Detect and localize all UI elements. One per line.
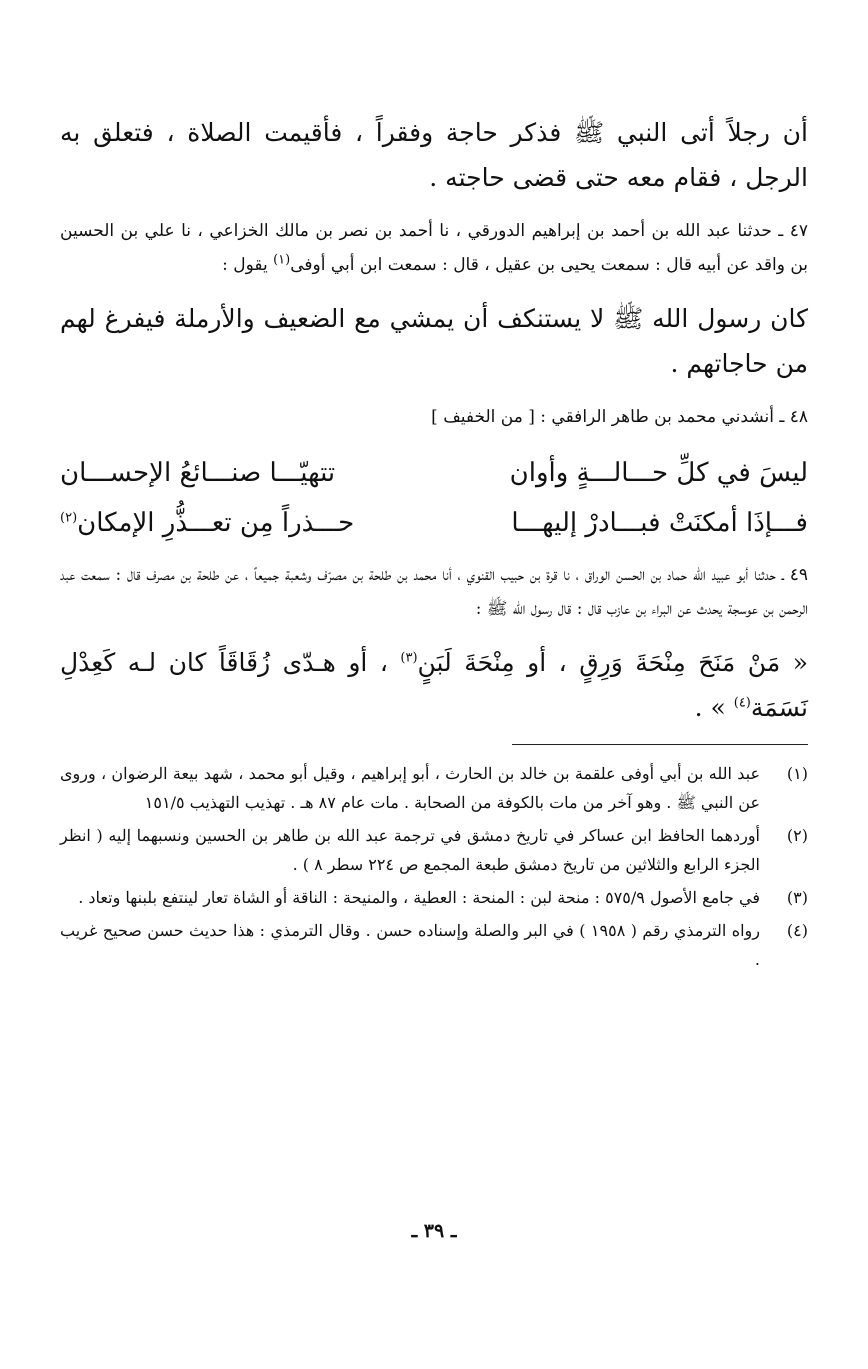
poem-line-2-second-hemistich	[60, 498, 404, 548]
footnote-ref-1: (١)	[273, 252, 291, 268]
hadith-49-matn-part-2: ، أو هـدّى زُقَاقَاً كان لـه كَعِدْلِ نَسَمَة	[60, 648, 808, 722]
footnote-2-text: أوردهما الحافظ ابن عساكر في تاريخ دمشق في ترجمة عبد الله بن طاهر بن الحسين ونسبهما إليه ( انظر الجزء الرابع والثلاثين من تاريخ دمشق طبعة المجمع ص ٢٢٤ سطر ٨ ) .	[60, 826, 760, 874]
poem-line-1	[60, 448, 808, 498]
poem	[60, 448, 808, 548]
footnote-3-text: في جامع الأصول ٥٧٥/٩ : منحة لبن : المنحة : العطية ، والمنيحة : الناقة أو الشاة تعار لينتفع بلبنها وتعاد .	[78, 888, 760, 907]
page-number: ـ ٣٩ ـ	[411, 1220, 457, 1242]
footnotes	[60, 759, 808, 974]
poem-line-1-second-hemistich: تتهيّـــا صنـــائعُ الإحســـان	[60, 458, 336, 488]
hadith-49-matn	[60, 640, 808, 730]
hadith-49	[60, 558, 808, 626]
hadith-49-matn-part-1: « مَنْ مَنَحَ مِنْحَةَ وَرِقٍ ، أو مِنْحَةَ لَبَنٍ	[417, 648, 809, 677]
footnote-3	[60, 883, 808, 912]
footnote-4	[60, 916, 808, 974]
footnote-2	[60, 821, 808, 879]
footnote-ref-4: (٤)	[733, 695, 751, 711]
footnote-1-number: (١)	[786, 764, 808, 783]
poem-line-2-first-hemistich: فـــإذَا أمكنَتْ فبـــادرْ إليهـــا	[511, 508, 808, 538]
hadith-49-isnad: ٤٩ ـ حدثنا أبو عبيد الله حماد بن الحسن الوراق ، نا قرة بن حبيب القنوي ، أنا محمد بن طلحة بن مصرّف وشعبة جميعاً ، عن طلحة بن مصرف قال : سمعت عبد الرحمن بن عوسجة يحدث عن البراء بن عازب قال : قال رسول الله ﷺ :	[60, 565, 808, 619]
hadith-49-matn-text	[60, 640, 808, 730]
footnote-1-text: عبد الله بن أبي أوفى علقمة بن خالد بن الحارث ، أبو إبراهيم ، وقيل أبو محمد ، شهد بيعة الرضوان ، وروى عن النبي ﷺ . وهو آخر من مات بالكوفة من الصحابة . مات عام ٨٧ هـ . تهذيب التهذيب ١٥١/٥	[60, 764, 761, 812]
hadith-47-isnad-text: ٤٧ ـ حدثنا عبد الله بن أحمد بن إبراهيم الدورقي ، نا أحمد بن نصر بن مالك الخزاعي ، نا علي بن الحسين بن واقد عن أبيه قال : سمعت يحيى بن عقيل ، قال : سمعت ابن أبي أوفى	[60, 221, 808, 275]
hadith-47-isnad-end: يقول :	[222, 255, 274, 275]
footnote-1	[60, 759, 808, 817]
footnote-ref-2: (٢)	[60, 510, 78, 526]
hadith-47-matn	[60, 296, 808, 386]
hadith-47	[60, 214, 808, 282]
footnote-3-number: (٣)	[786, 888, 808, 907]
poem-line-1-first-hemistich: ليسَ في كلِّ حـــالـــةٍ وأوان	[509, 458, 808, 488]
poem-line-2-second-text: حـــذراً مِن تعـــذُّرِ الإمكان	[77, 508, 355, 538]
poem-line-2	[60, 498, 808, 548]
paragraph-1	[60, 110, 808, 200]
footnote-4-number: (٤)	[786, 921, 808, 940]
footnote-2-number: (٢)	[786, 826, 808, 845]
hadith-47-matn-text: كان رسول الله ﷺ لا يستنكف أن يمشي مع الضعيف والأرملة فيفرغ لهم من حاجاتهم .	[60, 304, 808, 378]
item-48-heading: ٤٨ ـ أنشدني محمد بن طاهر الرافقي : [ من الخفيف ]	[431, 407, 808, 427]
hadith-49-matn-part-3: » .	[694, 693, 734, 722]
hadith-47-isnad	[60, 214, 808, 282]
footnote-ref-3: (٣)	[400, 650, 418, 666]
item-48	[60, 400, 808, 434]
paragraph-1-text: أن رجلاً أتى النبي ﷺ فذكر حاجة وفقراً ، فأقيمت الصلاة ، فتعلق به الرجل ، فقام معه حتى قضى حاجته .	[60, 118, 808, 192]
footnote-divider	[512, 744, 808, 745]
footnote-4-text: رواه الترمذي رقم ( ١٩٥٨ ) في البر والصلة وإسناده حسن . وقال الترمذي : هذا حديث حسن صحيح غريب .	[60, 921, 761, 969]
